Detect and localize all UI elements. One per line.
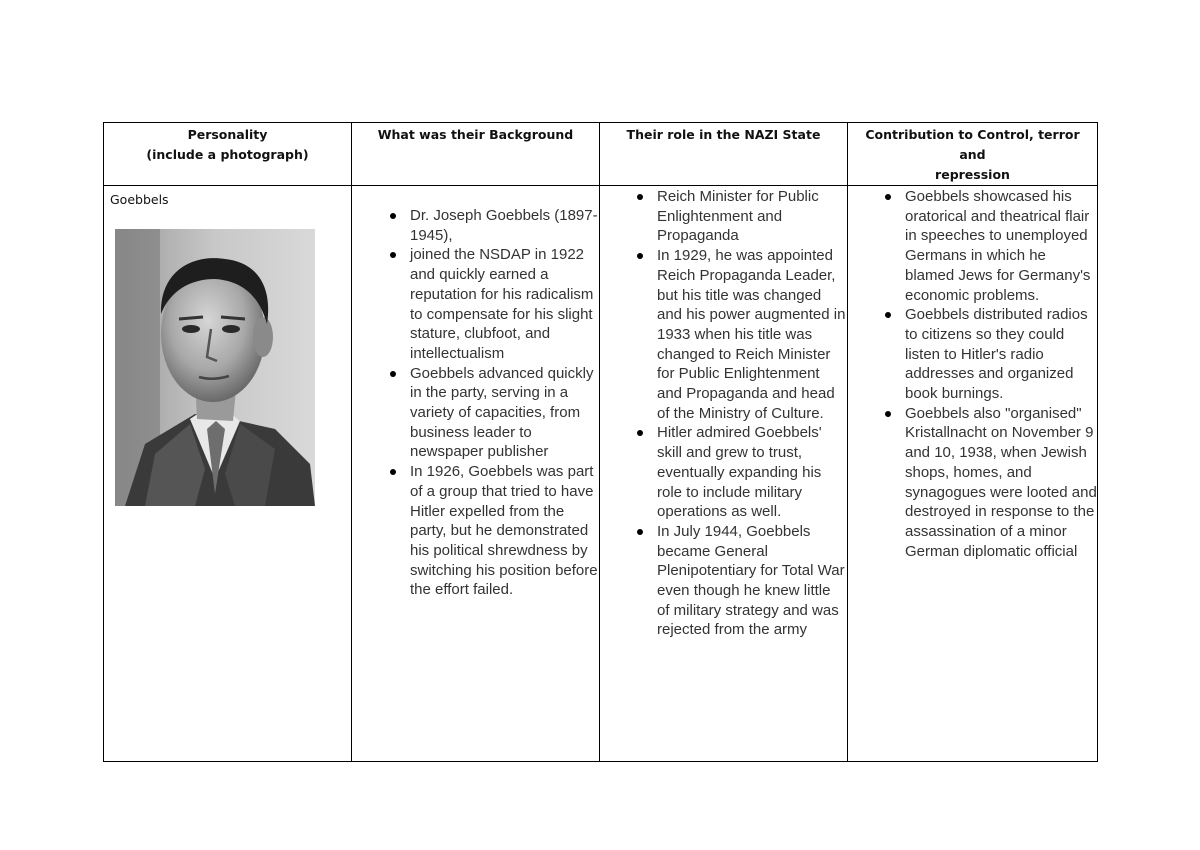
list-item: Reich Minister for Public Enlightenment and Propaganda [606, 187, 847, 246]
header-contribution [848, 123, 1098, 186]
person-name: Goebbels [110, 192, 169, 207]
header-personality-line2: (include a photograph) [146, 147, 309, 162]
header-background-text: What was their Background [377, 127, 574, 142]
background-list [352, 206, 599, 600]
role-list [600, 187, 847, 640]
header-role [600, 123, 848, 186]
list-item: joined the NSDAP in 1922 and quickly earned a reputation for his radicalism to compensate for his slight stature, clubfoot, and intellectualism [358, 245, 599, 363]
list-item: Goebbels distributed radios to citizens so they could listen to Hitler's radio addresses and organized book burnings. [854, 305, 1097, 404]
portrait-photo [115, 229, 315, 506]
list-item: In 1929, he was appointed Reich Propaganda Leader, but his title was changed and his power augmented in 1933 when his title was changed to Reich Minister for Public Enlightenment and Propaganda and head of the Ministry of Culture. [606, 246, 847, 423]
contribution-cell [848, 186, 1098, 762]
list-item: Dr. Joseph Goebbels (1897-1945), [358, 206, 599, 245]
header-background [352, 123, 600, 186]
header-personality-line1: Personality [187, 127, 268, 142]
contribution-list [848, 187, 1097, 561]
role-cell [600, 186, 848, 762]
list-item: Goebbels advanced quickly in the party, serving in a variety of capacities, from business leader to newspaper publisher [358, 364, 599, 463]
header-contribution-line2: repression [935, 167, 1010, 182]
table-row [104, 186, 1098, 762]
header-contribution-line1: Contribution to Control, terror and [865, 127, 1080, 162]
header-row [104, 123, 1098, 186]
personality-cell [104, 186, 352, 762]
history-table [103, 122, 1098, 762]
header-personality [104, 123, 352, 186]
list-item: In July 1944, Goebbels became General Plenipotentiary for Total War even though he knew little of military strategy and was rejected from the army [606, 522, 847, 640]
list-item: Goebbels showcased his oratorical and theatrical flair in speeches to unemployed Germans in which he blamed Jews for Germany's economic problems. [854, 187, 1097, 305]
background-cell [352, 186, 600, 762]
list-item: Hitler admired Goebbels' skill and grew to trust, eventually expanding his role to include military operations as well. [606, 423, 847, 522]
list-item: Goebbels also "organised" Kristallnacht on November 9 and 10, 1938, when Jewish shops, homes, and synagogues were looted and destroyed in response to the assassination of a minor German diplomatic official [854, 404, 1097, 562]
list-item: In 1926, Goebbels was part of a group that tried to have Hitler expelled from the party, but he demonstrated his political shrewdness by switching his position before the effort failed. [358, 462, 599, 600]
header-role-text: Their role in the NAZI State [626, 127, 821, 142]
